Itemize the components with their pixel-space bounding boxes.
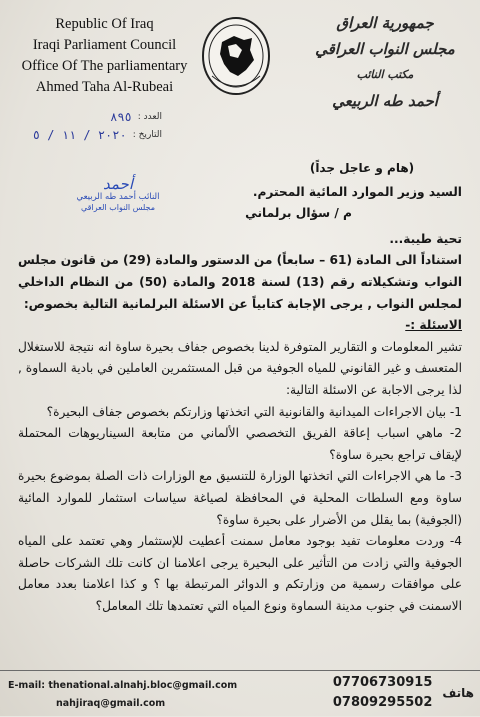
header-ar-line: مكتب النائب xyxy=(356,68,414,81)
stamp-line: مجلس النواب العراقي xyxy=(81,203,155,212)
header-en-line: Ahmed Taha Al-Rubeai xyxy=(35,79,174,95)
question-item: 3- ما هي الاجراءات التي اتخذتها الوزارة للتنسيق مع الوزارات ذات الصلة بموضوع بحيرة ساوة ومع السلطات المحلية في المحافظة لصياغة سياسات استثمار للموارد المائية (الجوفية) بما يقلل من الأضرار على بحيرة ساوة؟ xyxy=(18,469,462,527)
context-paragraph: تشير المعلومات و التقارير المتوفرة لدينا بخصوص جفاف بحيرة ساوة انه نتيجة للاستغلال المتعسف و غير القانوني للمياه الجوفية من قبل المستثمرين العاملين في بادية السماوة , لذا يرجى الاجابة عن الاسئلة التالية: xyxy=(18,339,462,397)
phone-primary: 07706730915 xyxy=(332,675,433,690)
header-ar-line: جمهورية العراق xyxy=(336,14,434,32)
question-item: 4- وردت معلومات تفيد بوجود معامل سمنت أعطيت للإستثمار وهي تعتمد على المياه الجوفية والتي زادت من التأثير على البحيرة يرجى اعلامنا ان كانت تلك الشركات حاصلة على موافقات رسمية من وزارتكم و الدوائر المرتبطة بها ؟ و كذا اعلامنا بعدد معامل الاسمنت في جنوب مدينة السماوة ونوع المياه التي تعتمدها تلك المعامل؟ xyxy=(18,534,462,613)
header-arabic xyxy=(300,10,470,114)
header-english xyxy=(12,14,197,98)
intro-paragraph: استناداً الى المادة (61 – سابعاً) من الدستور والمادة (29) من قانون مجلس النواب وتشكيلاته رقم (13) لسنة 2018 والمادة (50) من النظام الداخلي لمجلس النواب , يرجى الإجابة كتابياً عن الاسئلة البرلمانية التالية بخصوص: xyxy=(18,253,462,311)
date-value: ٢٠٢٠ / ١١ / ٥ xyxy=(32,128,127,142)
header-ar-line: أحمد طه الربيعي xyxy=(332,92,438,110)
email-primary: thenational.alnahj.bloc@gmail.com xyxy=(48,680,238,691)
phone-secondary: 07809295502 xyxy=(332,695,433,710)
addressee: السيد وزير الموارد المائية المحترم. xyxy=(252,184,462,199)
email-secondary: nahjiraq@gmail.com xyxy=(56,698,166,709)
number-label: العدد : xyxy=(137,112,162,122)
letter-footer xyxy=(0,670,480,717)
header-en-line: Republic Of Iraq xyxy=(55,16,154,32)
header-en-line: Iraqi Parliament Council xyxy=(32,37,177,53)
header-en-line: Office Of The parliamentary xyxy=(21,58,188,74)
reference-block xyxy=(32,108,162,144)
urgent-note: (هام و عاجل جداً) xyxy=(309,161,415,175)
subject-line: م / سؤال برلماني xyxy=(245,206,352,221)
question-item: 1- بيان الاجراءات الميدانية والقانونية التي اتخذتها وزارتكم بخصوص جفاف البحيرة؟ xyxy=(46,404,462,419)
question-item: 2- ماهي اسباب إعاقة الفريق التخصصي الألماني من متابعة السيناريوهات المحتملة لإيقاف تراجع بحيرة ساوة؟ xyxy=(18,426,462,462)
letter-body xyxy=(18,158,462,617)
email-label: E-mail: xyxy=(8,680,46,691)
email-block xyxy=(8,677,237,713)
header-ar-line: مجلس النواب العراقي xyxy=(315,40,455,58)
questions-title: الاسئلة :- xyxy=(405,318,462,333)
date-label: التاريخ : xyxy=(132,130,162,140)
signature: أحمد xyxy=(103,175,133,193)
phone-label: هاتف xyxy=(442,686,474,700)
stamp-line: النائب أحمد طه الربيعي xyxy=(76,192,160,202)
number-value: ٨٩٥ xyxy=(110,110,132,124)
parliament-emblem-icon xyxy=(200,16,272,106)
greeting: تحية طيبة... xyxy=(389,231,462,246)
phone-block xyxy=(333,673,474,713)
